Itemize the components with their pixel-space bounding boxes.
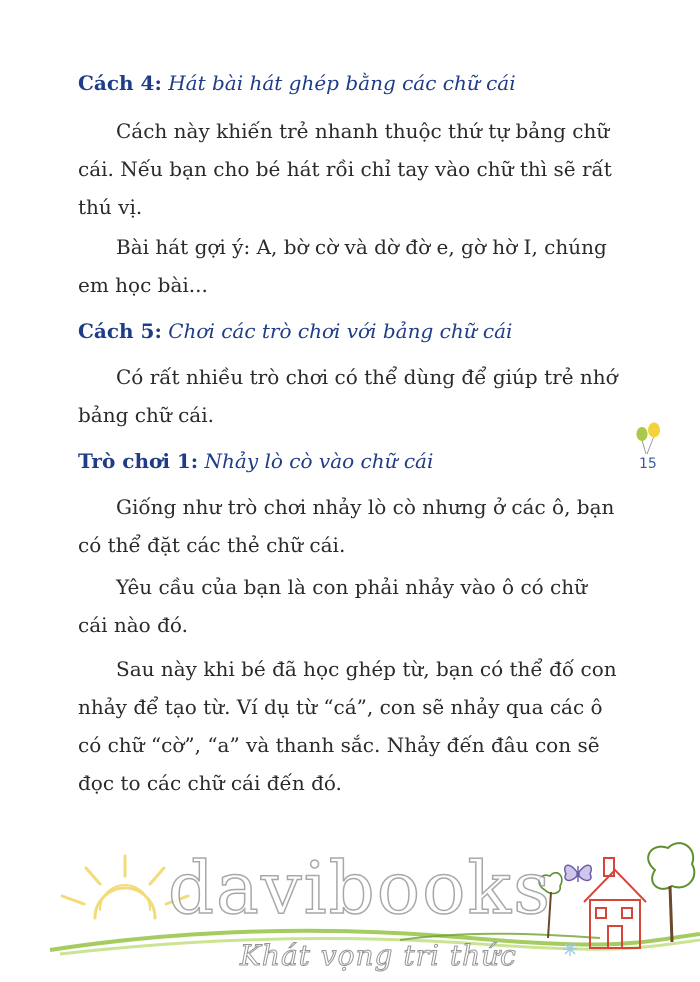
watermark-slogan: Khát vọng tri thức — [240, 939, 517, 972]
game-1-paragraph-3: Sau này khi bé đã học ghép từ, bạn có thể đố con nhảy để tạo từ. Ví dụ từ “cá”, con sẽ nhảy qua các ô có chữ “cờ”, “a” và thanh sắc. Nhảy đến đâu con sẽ đọc to các chữ cái đến đó. — [78, 657, 617, 795]
method-5-paragraph-1: Có rất nhiều trò chơi có thể dùng để giúp trẻ nhớ bảng chữ cái. — [78, 365, 618, 427]
page-number: 15 — [639, 456, 657, 472]
method-5-heading — [78, 318, 618, 344]
method-4-title: Hát bài hát ghép bằng các chữ cái — [168, 71, 516, 95]
method-5-label: Cách 5: — [78, 319, 162, 343]
game-1-paragraph-1: Giống như trò chơi nhảy lò cò nhưng ở các ô, bạn có thể đặt các thẻ chữ cái. — [78, 495, 615, 557]
method-4-paragraph-2: Bài hát gợi ý: A, bờ cờ và dờ đờ e, gờ hờ I, chúng em học bài... — [78, 235, 607, 297]
game-1-heading — [78, 448, 618, 474]
method-5-title: Chơi các trò chơi với bảng chữ cái — [168, 319, 513, 343]
method-4-paragraph-1: Cách này khiến trẻ nhanh thuộc thứ tự bảng chữ cái. Nếu bạn cho bé hát rồi chỉ tay vào chữ thì sẽ rất thú vị. — [78, 119, 612, 219]
house-icon — [584, 858, 646, 948]
balloons-icon — [632, 420, 672, 460]
page-number-marker — [632, 420, 672, 480]
game-1-title: Nhảy lò cò vào chữ cái — [204, 449, 434, 473]
snowflake-icon — [563, 942, 577, 956]
method-4-heading — [78, 70, 618, 96]
method-4-label: Cách 4: — [78, 71, 162, 95]
watermark-brand: davibooks — [167, 846, 553, 930]
game-1-label: Trò chơi 1: — [78, 449, 199, 473]
game-1-paragraph-2: Yêu cầu của bạn là con phải nhảy vào ô có chữ cái nào đó. — [78, 575, 588, 637]
